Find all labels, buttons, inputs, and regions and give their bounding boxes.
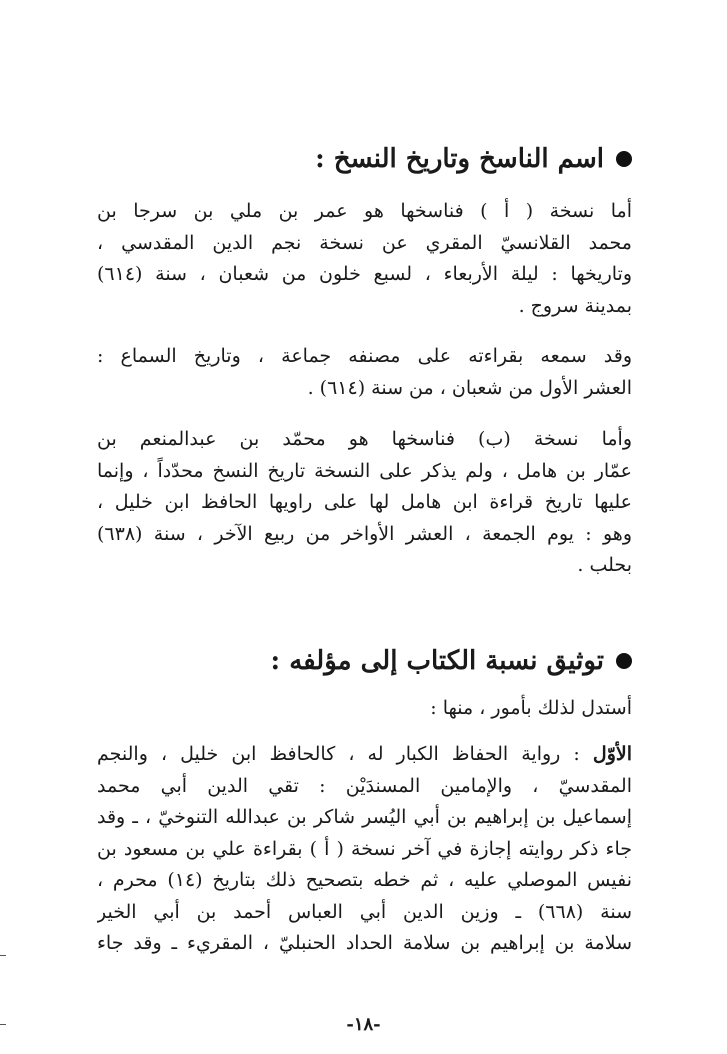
text-line [97, 739, 632, 771]
text-line-rest: : رواية الحفاظ الكبار له ، كالحافظ ابن خليل ، والنجم [97, 743, 593, 765]
text-line: أما نسخة ( أ ) فناسخها هو عمر بن ملي بن سرجا بن [97, 200, 632, 222]
paragraph-copy-b [97, 424, 632, 582]
text-line: العشر الأول من شعبان ، من سنة (٦١٤) . [307, 376, 632, 399]
text-line: أستدل لذلك بأمور ، منها : [430, 697, 632, 719]
text-line: محمد القلانسيّ المقري عن نسخة نجم الدين المقدسي ، [97, 231, 632, 254]
text-line: بحلب . [577, 554, 632, 576]
margin-mark [0, 1024, 6, 1025]
text-line: إسماعيل بن إبراهيم بن أبي اليُسر شاكر بن عبدالله التنوخيّ ، ـ وقد [97, 806, 632, 828]
margin-mark [0, 955, 6, 956]
text-line: عليها تاريخ قراءة ابن هامل لها على راويها الحافظ ابن خليل ، [97, 491, 632, 513]
section-heading-text: اسم الناسخ وتاريخ النسخ : [315, 144, 604, 174]
paragraph-intro [97, 693, 632, 725]
section-heading-copyist [315, 142, 632, 176]
text-line: سنة (٦٦٨) ـ وزين الدين أبي العباس أحمد بن أبي الخير [97, 900, 632, 923]
text-line: وتاريخها : ليلة الأربعاء ، لسبع خلون من شعبان ، سنة (٦١٤) [97, 263, 632, 285]
paragraph-copy-a [97, 196, 632, 322]
paragraph-first-evidence [97, 739, 632, 960]
section-heading-attribution [271, 644, 632, 678]
text-line: المقدسيّ ، والإمامين المسندَيْن : تقي الدين أبي محمد [97, 774, 632, 797]
text-line: وأما نسخة (ب) فناسخها هو محمّد بن عبدالمنعم بن [97, 428, 632, 450]
text-line: وقد سمعه بقراءته على مصنفه جماعة ، وتاريخ السماع : [97, 345, 632, 367]
text-line: جاء ذكر روايته إجازة في آخر نسخة ( أ ) بقراءة علي بن مسعود بن [97, 837, 632, 860]
text-line: وهو : يوم الجمعة ، العشر الأواخر من ربيع الآخر ، سنة (٦٣٨) [97, 522, 632, 545]
paragraph-audition [97, 341, 632, 404]
text-line: سلامة بن إبراهيم بن سلامة الحداد الحنبليّ ، المقريء ـ وقد جاء [97, 932, 632, 954]
paragraph-lead-word: الأوّل [592, 743, 632, 765]
text-line: نفيس الموصلي عليه ، ثم خطه بتصحيح ذلك بتاريخ (١٤) محرم ، [97, 869, 632, 891]
section-heading-text: توثيق نسبة الكتاب إلى مؤلفه : [270, 646, 604, 676]
page-number: -١٨- [346, 1014, 381, 1035]
text-line: عمّار بن هامل ، ولم يذكر على النسخة تاريخ النسخ محدّداً ، وإنما [97, 459, 632, 482]
bullet-icon [616, 653, 632, 669]
bullet-icon [616, 151, 632, 167]
text-line: بمدينة سروج . [518, 294, 632, 317]
